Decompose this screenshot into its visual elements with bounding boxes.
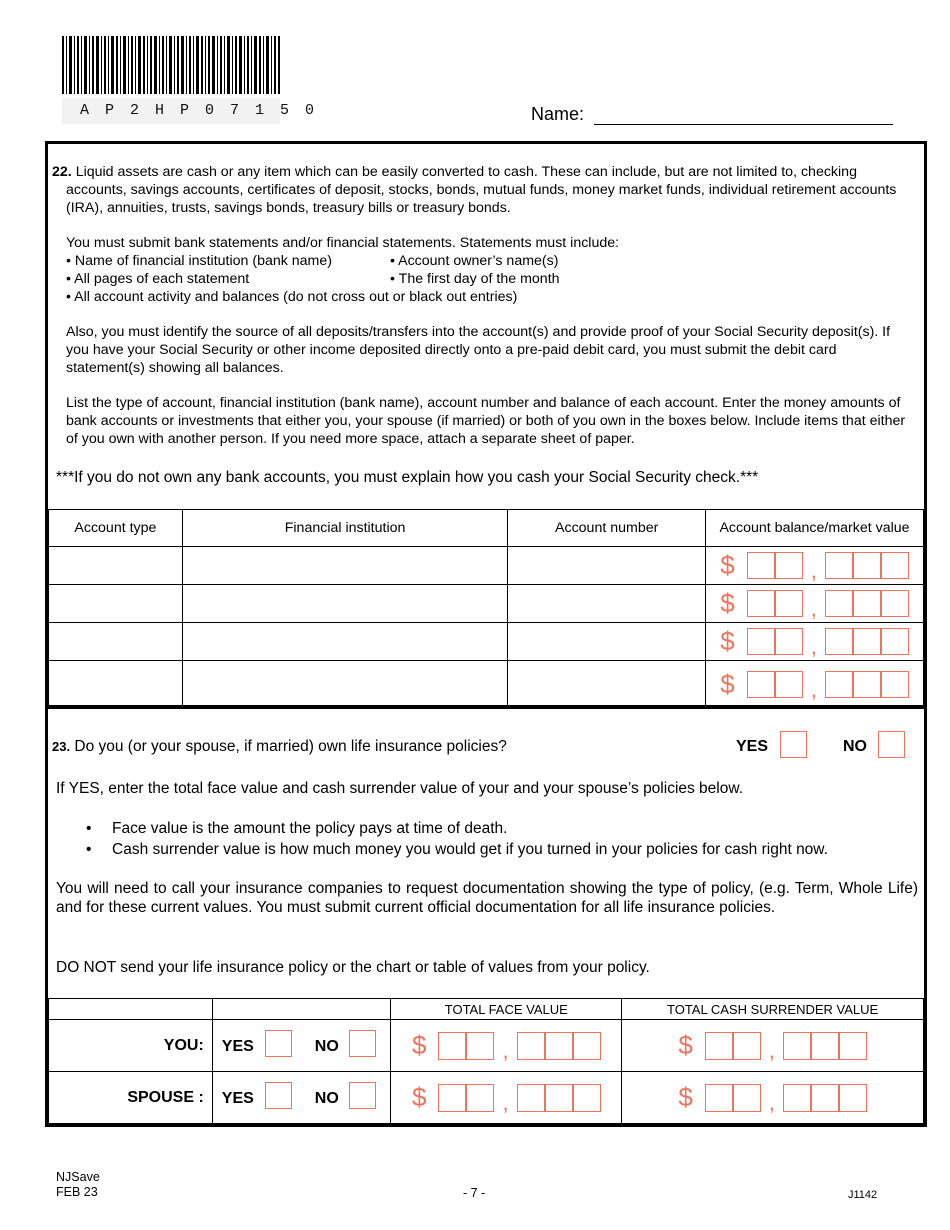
account-type-cell[interactable]	[49, 661, 183, 709]
table-row	[49, 661, 924, 709]
digit-box[interactable]	[775, 671, 803, 698]
you-yes-checkbox[interactable]	[265, 1030, 292, 1057]
name-label: Name:	[531, 104, 585, 124]
dollar-sign: $	[411, 1030, 427, 1060]
no-bank-account-warning: ***If you do not own any bank accounts, you must explain how you cash your Social Security check.***	[56, 469, 759, 486]
column-header: Financial institution	[182, 510, 507, 547]
table-row	[49, 1072, 924, 1124]
digit-box[interactable]	[881, 590, 909, 617]
digit-box[interactable]	[438, 1032, 466, 1060]
digit-box[interactable]	[783, 1084, 811, 1112]
digit-box[interactable]	[733, 1084, 761, 1112]
comma: ,	[502, 1089, 509, 1115]
digit-box[interactable]	[775, 552, 803, 579]
digit-box[interactable]	[825, 628, 853, 655]
dollar-sign: $	[720, 626, 735, 656]
comma: ,	[502, 1037, 509, 1063]
digit-box[interactable]	[517, 1032, 545, 1060]
accounts-table	[48, 509, 924, 709]
digit-box[interactable]	[853, 552, 881, 579]
barcode	[62, 36, 280, 94]
institution-cell[interactable]	[182, 585, 507, 623]
cash-surrender-entry	[622, 1030, 923, 1061]
do-not-send-notice: DO NOT send your life insurance policy or the chart or table of values from your policy.	[56, 959, 650, 976]
section-22-text	[52, 163, 912, 448]
digit-box[interactable]	[545, 1084, 573, 1112]
digit-box[interactable]	[733, 1032, 761, 1060]
balance-entry	[706, 626, 923, 657]
digit-box[interactable]	[747, 590, 775, 617]
column-header: Account type	[49, 510, 183, 547]
table-row	[49, 623, 924, 661]
documentation-instructions: You will need to call your insurance companies to request documentation showing the type of policy, (e.g. Term, Whole Life) and for these current values. You must submit current official documentation for all life insurance policies.	[56, 880, 918, 916]
digit-box[interactable]	[573, 1084, 601, 1112]
dollar-sign: $	[411, 1082, 427, 1112]
spouse-yes-checkbox[interactable]	[265, 1082, 292, 1109]
comma: ,	[810, 595, 817, 621]
must-submit-text: You must submit bank statements and/or financial statements. Statements must include:	[66, 235, 620, 251]
digit-box[interactable]	[853, 628, 881, 655]
no-label: NO	[314, 1090, 339, 1107]
form-date: FEB 23	[56, 1185, 98, 1199]
question-number-22: 22.	[52, 164, 72, 180]
yes-checkbox[interactable]	[780, 731, 807, 758]
name-field[interactable]	[594, 124, 893, 125]
digit-box[interactable]	[705, 1084, 733, 1112]
digit-box[interactable]	[775, 590, 803, 617]
digit-box[interactable]	[466, 1084, 494, 1112]
digit-box[interactable]	[811, 1032, 839, 1060]
insurance-table	[48, 998, 924, 1124]
table-row	[49, 585, 924, 623]
comma: ,	[810, 676, 817, 702]
digit-box[interactable]	[853, 671, 881, 698]
face-value-entry	[391, 1082, 621, 1113]
dollar-sign: $	[720, 588, 735, 618]
comma: ,	[810, 633, 817, 659]
no-checkbox[interactable]	[878, 731, 905, 758]
program-name: NJSave	[56, 1170, 100, 1184]
digit-box[interactable]	[438, 1084, 466, 1112]
digit-box[interactable]	[839, 1032, 867, 1060]
account-number-cell[interactable]	[508, 661, 706, 709]
institution-cell[interactable]	[182, 623, 507, 661]
column-header: Account balance/market value	[706, 510, 924, 547]
you-label: YOU:	[49, 1020, 213, 1072]
dollar-sign: $	[678, 1030, 693, 1060]
account-number-cell[interactable]	[508, 623, 706, 661]
balance-entry	[706, 669, 923, 700]
digit-box[interactable]	[517, 1084, 545, 1112]
balance-entry	[706, 550, 923, 581]
account-type-cell[interactable]	[49, 585, 183, 623]
table-row	[49, 547, 924, 585]
liquid-assets-intro: Liquid assets are cash or any item which can be easily converted to cash. These can include, but are not limited to, checking accounts, savings accounts, certificates of deposit, stocks, bonds, mutual funds, money market funds, individual retirement accounts (IRA), annuities, trusts, savings bonds, treasury bills or treasury bonds.	[66, 164, 897, 216]
form-code: J1142	[848, 1189, 878, 1201]
yes-label: YES	[221, 1090, 254, 1107]
comma: ,	[810, 557, 817, 583]
account-number-cell[interactable]	[508, 585, 706, 623]
column-header: TOTAL FACE VALUE	[391, 999, 622, 1020]
bullet-item: • The first day of the month	[390, 271, 560, 287]
cash-surrender-entry	[622, 1082, 923, 1113]
digit-box[interactable]	[783, 1032, 811, 1060]
account-number-cell[interactable]	[508, 547, 706, 585]
dollar-sign: $	[678, 1082, 693, 1112]
barcode-number: AP2HP07150	[62, 98, 280, 124]
you-no-checkbox[interactable]	[349, 1030, 376, 1057]
list-item: • Cash surrender value is how much money you would get if you turned in your policies for cash right now.	[112, 840, 918, 859]
institution-cell[interactable]	[182, 547, 507, 585]
comma: ,	[768, 1037, 775, 1063]
dollar-sign: $	[720, 550, 735, 580]
table-row	[49, 1020, 924, 1072]
yes-label: YES	[736, 738, 769, 755]
dollar-sign: $	[720, 669, 735, 699]
column-header: TOTAL CASH SURRENDER VALUE	[622, 999, 924, 1020]
digit-box[interactable]	[705, 1032, 733, 1060]
digit-box[interactable]	[747, 552, 775, 579]
digit-box[interactable]	[853, 590, 881, 617]
account-type-cell[interactable]	[49, 623, 183, 661]
institution-cell[interactable]	[182, 661, 507, 709]
life-insurance-question: Do you (or your spouse, if married) own life insurance policies?	[74, 738, 507, 755]
digit-box[interactable]	[747, 628, 775, 655]
no-label: NO	[843, 738, 867, 755]
no-label: NO	[314, 1038, 339, 1055]
bullet-item: • All account activity and balances (do not cross out or black out entries)	[66, 289, 518, 305]
value-definitions	[56, 819, 918, 861]
bullet-item: • Account owner’s name(s)	[390, 253, 559, 269]
list-item: • Face value is the amount the policy pays at time of death.	[112, 819, 918, 838]
digit-box[interactable]	[466, 1032, 494, 1060]
digit-box[interactable]	[747, 671, 775, 698]
page-number: - 7 -	[463, 1186, 486, 1200]
balance-entry	[706, 588, 923, 619]
digit-box[interactable]	[881, 628, 909, 655]
face-value-entry	[391, 1030, 621, 1061]
spouse-label: SPOUSE :	[49, 1072, 213, 1124]
footer-program	[56, 1170, 100, 1200]
yes-label: YES	[221, 1038, 254, 1055]
deposit-source-text: Also, you must identify the source of all deposits/transfers into the account(s) and provide proof of your Social Security deposit(s). If you have your Social Security or other income deposited directly onto a pre-paid debit card, you must submit the debit card statement(s) showing all balances.	[66, 324, 891, 376]
digit-box[interactable]	[839, 1084, 867, 1112]
column-header: Account number	[508, 510, 706, 547]
digit-box[interactable]	[811, 1084, 839, 1112]
if-yes-text: If YES, enter the total face value and cash surrender value of your and your spouse’s policies below.	[56, 780, 744, 797]
comma: ,	[768, 1089, 775, 1115]
digit-box[interactable]	[881, 552, 909, 579]
digit-box[interactable]	[775, 628, 803, 655]
question-23	[52, 738, 507, 756]
digit-box[interactable]	[825, 552, 853, 579]
bullet-item: • All pages of each statement	[66, 271, 250, 287]
list-instructions-text: List the type of account, financial institution (bank name), account number and balance of each account. Enter the money amounts of bank accounts or investments that either you, your spouse (if married) or both of you own in the boxes below. Include items that either of you own with another person. If you need more space, attach a separate sheet of paper.	[66, 395, 906, 447]
spouse-no-checkbox[interactable]	[349, 1082, 376, 1109]
digit-box[interactable]	[881, 671, 909, 698]
digit-box[interactable]	[825, 671, 853, 698]
digit-box[interactable]	[825, 590, 853, 617]
bullet-item: • Name of financial institution (bank name)	[66, 253, 332, 269]
digit-box[interactable]	[573, 1032, 601, 1060]
digit-box[interactable]	[545, 1032, 573, 1060]
question-number-23: 23.	[52, 739, 71, 754]
account-type-cell[interactable]	[49, 547, 183, 585]
